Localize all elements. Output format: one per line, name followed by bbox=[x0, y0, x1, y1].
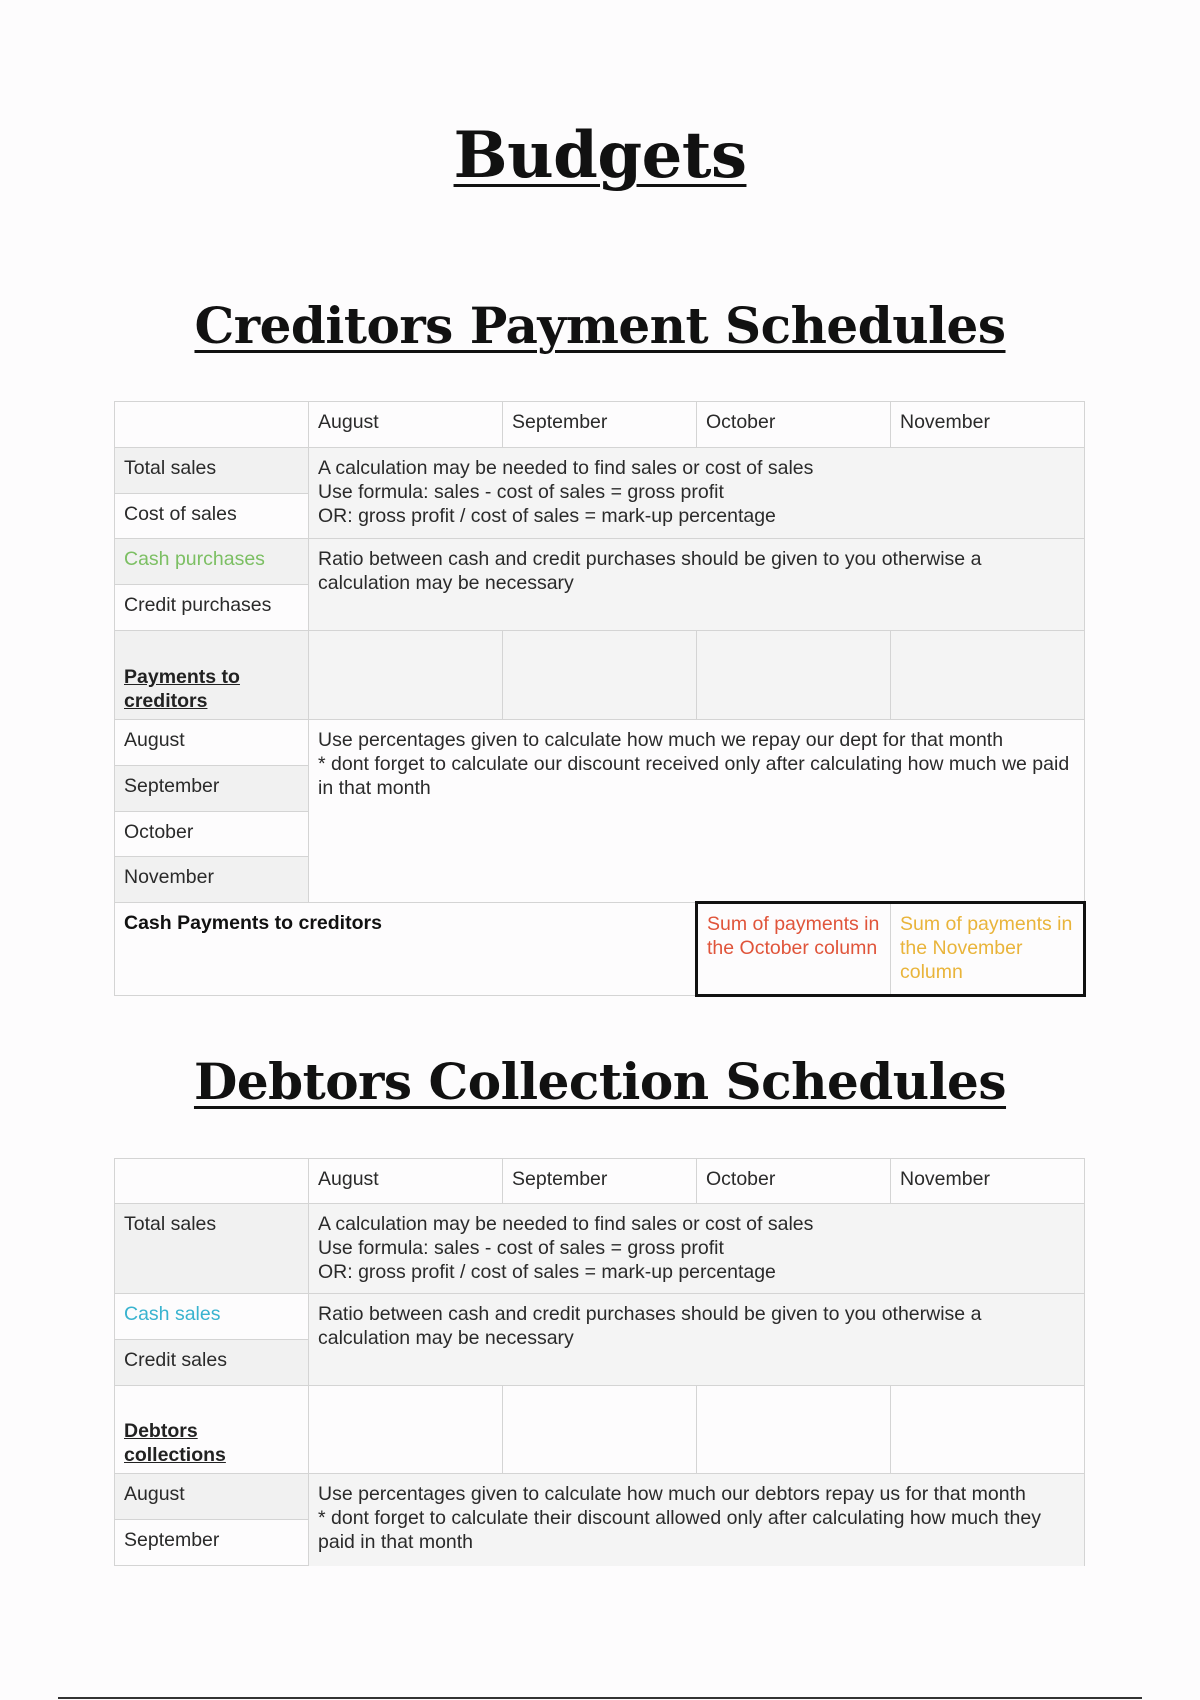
payments-to-creditors-heading: Payments to creditors bbox=[124, 666, 240, 712]
payment-row-label: September bbox=[115, 766, 309, 812]
month-header: October bbox=[697, 1159, 891, 1204]
percentages-note-text: Use percentages given to calculate how much we repay our dept for that month * dont forget to calculate our discount received only after calculating how much we paid in that month bbox=[318, 729, 1070, 799]
month-header: November bbox=[891, 1159, 1085, 1204]
sum-october-cell bbox=[697, 903, 891, 996]
sum-november-cell bbox=[891, 903, 1085, 996]
debtors-schedule-table bbox=[114, 1158, 1084, 1566]
calculation-note bbox=[309, 1204, 1085, 1294]
empty-cell bbox=[309, 631, 503, 720]
payments-header-cell bbox=[115, 631, 309, 720]
month-header: September bbox=[503, 1159, 697, 1204]
payment-row-label: August bbox=[115, 720, 309, 766]
collection-row-label: August bbox=[115, 1474, 309, 1520]
empty-cell bbox=[697, 631, 891, 720]
row-label-total-sales: Total sales bbox=[115, 448, 309, 494]
sum-october-text: Sum of payments in the October column bbox=[707, 913, 880, 959]
calculation-note-text: A calculation may be needed to find sales or cost of sales Use formula: sales - cost of sales = gross profit OR: gross profit / cost of sales = mark-up percentage bbox=[318, 457, 814, 527]
page-divider bbox=[58, 1697, 1142, 1699]
collections-header-cell bbox=[115, 1386, 309, 1474]
percentages-note bbox=[309, 1474, 1085, 1566]
creditors-schedule-table bbox=[114, 401, 1084, 997]
row-label-total-sales: Total sales bbox=[115, 1204, 309, 1294]
calculation-note-text: A calculation may be needed to find sales or cost of sales Use formula: sales - cost of sales = gross profit OR: gross profit / cost of sales = mark-up percentage bbox=[318, 1213, 814, 1283]
ratio-note-text: Ratio between cash and credit purchases should be given to you otherwise a calculation may be necessary bbox=[318, 548, 982, 594]
payment-row-label: November bbox=[115, 857, 309, 903]
empty-cell bbox=[697, 1386, 891, 1474]
collection-row-label: September bbox=[115, 1520, 309, 1566]
calculation-note bbox=[309, 448, 1085, 539]
ratio-note bbox=[309, 1294, 1085, 1386]
row-label-credit-sales: Credit sales bbox=[115, 1340, 309, 1386]
empty-cell bbox=[503, 631, 697, 720]
percentages-note-text: Use percentages given to calculate how much our debtors repay us for that month * dont forget to calculate their discount allowed only after calculating how much they paid in that month bbox=[318, 1483, 1041, 1553]
row-label-cost-of-sales: Cost of sales bbox=[115, 494, 309, 539]
corner-cell bbox=[115, 1159, 309, 1204]
debtors-section-title: Debtors Collection Schedules bbox=[193, 1052, 1007, 1111]
month-header: September bbox=[503, 402, 697, 448]
month-header: August bbox=[309, 1159, 503, 1204]
empty-cell bbox=[891, 631, 1085, 720]
empty-cell bbox=[309, 1386, 503, 1474]
percentages-note bbox=[309, 720, 1085, 903]
month-header: November bbox=[891, 402, 1085, 448]
row-label-cash-sales: Cash sales bbox=[115, 1294, 309, 1340]
ratio-note bbox=[309, 539, 1085, 631]
page-title: Budgets bbox=[453, 118, 747, 193]
creditors-section-title: Creditors Payment Schedules bbox=[194, 296, 1006, 355]
month-header: October bbox=[697, 402, 891, 448]
month-header: August bbox=[309, 402, 503, 448]
debtors-collections-heading: Debtors collections bbox=[124, 1420, 226, 1466]
row-label-cash-purchases: Cash purchases bbox=[115, 539, 309, 585]
corner-cell bbox=[115, 402, 309, 448]
ratio-note-text: Ratio between cash and credit purchases should be given to you otherwise a calculation may be necessary bbox=[318, 1303, 982, 1349]
empty-cell bbox=[891, 1386, 1085, 1474]
sum-november-text: Sum of payments in the November column bbox=[900, 913, 1073, 983]
cash-payments-label: Cash Payments to creditors bbox=[124, 912, 382, 934]
payment-row-label: October bbox=[115, 812, 309, 857]
cash-payments-label-cell bbox=[115, 903, 697, 996]
empty-cell bbox=[503, 1386, 697, 1474]
row-label-credit-purchases: Credit purchases bbox=[115, 585, 309, 631]
